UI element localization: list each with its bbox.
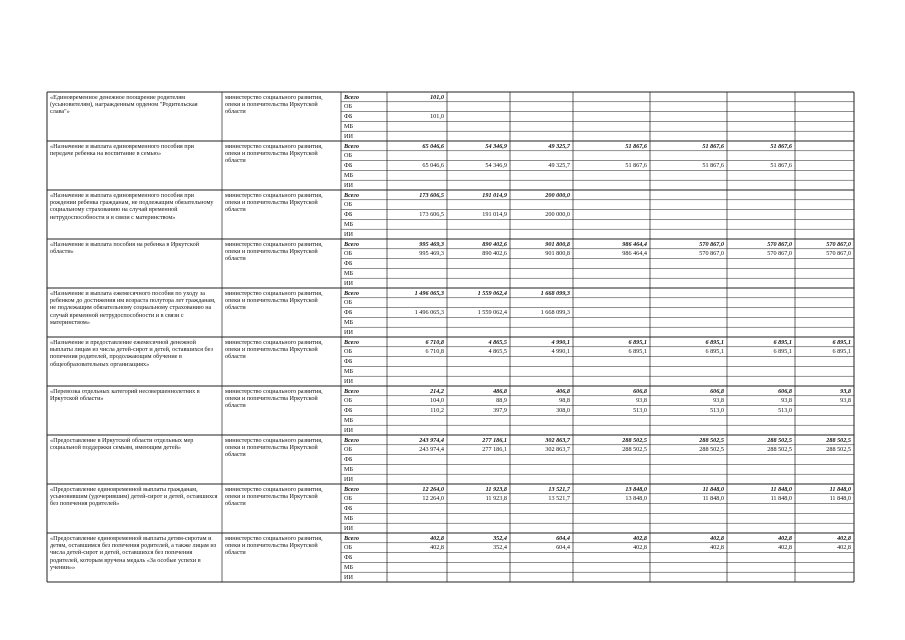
amount-cell: 65 046,6 (422, 142, 444, 150)
funding-source-label: МБ (344, 563, 354, 571)
funding-source-label: ИИ (344, 279, 353, 287)
amount-cell: 1 559 062,4 (477, 309, 507, 317)
amount-cell: 606,8 (710, 387, 724, 395)
program-executor: министерство социального развития, опеки и попечительства Иркутской области (225, 93, 323, 116)
amount-cell: 277 186,1 (482, 436, 507, 444)
funding-source-label: ИИ (344, 524, 353, 532)
amount-cell: 890 402,6 (482, 240, 507, 248)
amount-cell: 402,8 (633, 534, 647, 542)
funding-source-label: ОБ (344, 250, 353, 258)
funding-source-label: ИИ (344, 377, 353, 385)
funding-source-label: МБ (344, 465, 354, 473)
program-executor: министерство социального развития, опеки и попечительства Иркутской области (225, 191, 323, 214)
amount-cell: 11 848,0 (770, 485, 792, 493)
amount-cell: 88,9 (496, 397, 507, 405)
funding-source-label: МБ (344, 367, 354, 375)
funding-source-label: Всего (344, 142, 359, 150)
amount-cell: 93,8 (713, 397, 724, 405)
amount-cell: 11 848,0 (702, 485, 724, 493)
amount-cell: 51 867,6 (770, 162, 792, 170)
funding-source-label: ИИ (344, 132, 353, 140)
amount-cell: 6 710,8 (425, 348, 444, 356)
amount-cell: 49 325,7 (548, 162, 570, 170)
program-name: «Предоставление единовременной выплаты гражданам, усыновившим (удочерившим) детей-сирот и детей, оставшихся без попечения родителей» (50, 485, 218, 508)
budget-table (47, 92, 854, 582)
funding-source-label: ИИ (344, 475, 353, 483)
amount-cell: 604,4 (556, 544, 570, 552)
funding-source-label: ОБ (344, 348, 353, 356)
funding-source-label: Всего (344, 534, 359, 542)
amount-cell: 606,8 (633, 387, 647, 395)
funding-source-label: ФБ (344, 358, 353, 366)
funding-source-label: ОБ (344, 103, 353, 111)
funding-source-label: ФБ (344, 554, 353, 562)
amount-cell: 402,8 (430, 544, 444, 552)
amount-cell: 11 848,0 (702, 495, 724, 503)
amount-cell: 570 867,0 (767, 240, 792, 248)
funding-source-label: ИИ (344, 181, 353, 189)
amount-cell: 6 710,8 (425, 338, 444, 346)
amount-cell: 402,8 (837, 534, 851, 542)
amount-cell: 570 867,0 (699, 240, 724, 248)
funding-source-label: ФБ (344, 309, 353, 317)
funding-source-label: Всего (344, 93, 359, 101)
amount-cell: 51 867,6 (770, 142, 792, 150)
amount-cell: 986 464,4 (622, 240, 647, 248)
program-executor: министерство социального развития, опеки и попечительства Иркутской области (225, 289, 323, 312)
amount-cell: 890 402,6 (482, 250, 507, 258)
amount-cell: 288 502,5 (826, 436, 851, 444)
funding-source-label: ФБ (344, 407, 353, 415)
funding-source-label: ФБ (344, 456, 353, 464)
funding-source-label: МБ (344, 171, 354, 179)
funding-source-label: ФБ (344, 113, 353, 121)
program-name: «Перевозка отдельных категорий несовершеннолетних в Иркутской области» (50, 387, 200, 402)
amount-cell: 402,8 (778, 534, 792, 542)
amount-cell: 200 000,0 (545, 211, 570, 219)
amount-cell: 6 895,1 (773, 338, 792, 346)
amount-cell: 243 974,4 (419, 436, 444, 444)
amount-cell: 352,4 (493, 544, 507, 552)
funding-source-label: МБ (344, 318, 354, 326)
amount-cell: 570 867,0 (767, 250, 792, 258)
amount-cell: 513,0 (778, 407, 792, 415)
program-name: «Предоставление в Иркутской области отдельных мер социальной поддержки семьям, имеющим детей» (50, 436, 194, 451)
funding-source-label: МБ (344, 122, 354, 130)
funding-source-label: МБ (344, 269, 354, 277)
amount-cell: 51 867,6 (625, 142, 647, 150)
funding-source-label: ФБ (344, 211, 353, 219)
amount-cell: 49 325,7 (548, 142, 570, 150)
amount-cell: 402,8 (430, 534, 444, 542)
amount-cell: 901 800,8 (545, 250, 570, 258)
amount-cell: 93,8 (636, 397, 647, 405)
amount-cell: 11 848,0 (770, 495, 792, 503)
amount-cell: 51 867,6 (702, 162, 724, 170)
amount-cell: 288 502,5 (699, 436, 724, 444)
funding-source-label: Всего (344, 485, 359, 493)
amount-cell: 402,8 (633, 544, 647, 552)
amount-cell: 13 521,7 (548, 495, 570, 503)
amount-cell: 191 014,9 (482, 211, 507, 219)
amount-cell: 12 264,0 (422, 485, 444, 493)
amount-cell: 191 014,9 (482, 191, 507, 199)
amount-cell: 1 668 099,3 (540, 289, 570, 297)
amount-cell: 402,8 (710, 534, 724, 542)
funding-source-label: Всего (344, 240, 359, 248)
amount-cell: 406,8 (556, 387, 570, 395)
program-executor: министерство социального развития, опеки и попечительства Иркутской области (225, 436, 323, 459)
amount-cell: 1 668 099,3 (540, 309, 570, 317)
program-executor: министерство социального развития, опеки и попечительства Иркутской области (225, 485, 323, 508)
amount-cell: 104,0 (430, 397, 444, 405)
amount-cell: 13 848,0 (625, 495, 647, 503)
amount-cell: 995 469,3 (419, 250, 444, 258)
funding-source-label: МБ (344, 514, 354, 522)
amount-cell: 6 895,1 (628, 338, 647, 346)
amount-cell: 200 000,0 (545, 191, 570, 199)
amount-cell: 288 502,5 (699, 446, 724, 454)
amount-cell: 54 346,9 (485, 142, 507, 150)
amount-cell: 288 502,5 (767, 436, 792, 444)
amount-cell: 1 496 065,3 (414, 309, 444, 317)
amount-cell: 402,8 (710, 544, 724, 552)
amount-cell: 51 867,6 (625, 162, 647, 170)
amount-cell: 6 895,1 (832, 348, 851, 356)
amount-cell: 986 464,4 (622, 250, 647, 258)
funding-source-label: МБ (344, 220, 354, 228)
funding-source-label: ИИ (344, 328, 353, 336)
amount-cell: 6 895,1 (773, 348, 792, 356)
amount-cell: 13 521,7 (548, 485, 570, 493)
amount-cell: 173 606,5 (419, 191, 444, 199)
amount-cell: 4 865,5 (488, 348, 507, 356)
funding-source-label: ИИ (344, 230, 353, 238)
amount-cell: 277 186,1 (482, 446, 507, 454)
amount-cell: 93,8 (840, 397, 851, 405)
amount-cell: 4 990,1 (551, 348, 570, 356)
program-name: «Назначение и выплата единовременного пособия при передаче ребенка на воспитание в семью» (50, 142, 194, 157)
amount-cell: 65 046,6 (422, 162, 444, 170)
funding-source-label: ИИ (344, 426, 353, 434)
funding-source-label: ОБ (344, 152, 353, 160)
program-name: «Назначение и выплата ежемесячного пособия по уходу за ребенком до достижения им возраста полутора лет гражданам, не подлежащим обязательному социальному страхованию на случай временной нетрудоспособности и в связи с материнством» (50, 289, 216, 327)
amount-cell: 397,9 (493, 407, 507, 415)
amount-cell: 288 502,5 (622, 436, 647, 444)
amount-cell: 995 469,3 (419, 240, 444, 248)
amount-cell: 11 848,0 (829, 485, 851, 493)
funding-source-label: ОБ (344, 397, 353, 405)
amount-cell: 570 867,0 (826, 250, 851, 258)
amount-cell: 93,8 (781, 397, 792, 405)
funding-source-label: ИИ (344, 573, 353, 581)
amount-cell: 6 895,1 (705, 348, 724, 356)
amount-cell: 1 559 062,4 (477, 289, 507, 297)
funding-source-label: ФБ (344, 162, 353, 170)
funding-source-label: Всего (344, 289, 359, 297)
amount-cell: 513,0 (633, 407, 647, 415)
amount-cell: 6 895,1 (628, 348, 647, 356)
funding-source-label: ОБ (344, 446, 353, 454)
amount-cell: 93,8 (840, 387, 851, 395)
program-executor: министерство социального развития, опеки и попечительства Иркутской области (225, 240, 323, 263)
funding-source-label: ОБ (344, 201, 353, 209)
amount-cell: 570 867,0 (826, 240, 851, 248)
program-name: «Единовременное денежное поощрение родителям (усыновителям), награжденным орденом "Родительская слава"» (50, 93, 198, 116)
amount-cell: 606,8 (778, 387, 792, 395)
funding-source-label: МБ (344, 416, 354, 424)
amount-cell: 11 923,8 (485, 485, 507, 493)
amount-cell: 288 502,5 (767, 446, 792, 454)
program-name: «Назначение и предоставление ежемесячной денежной выплаты лицам из числа детей-сирот и детей, оставшихся без попечения родителей, продолжающим обучение в общеобразовательных организациях» (50, 338, 213, 368)
amount-cell: 1 496 065,3 (414, 289, 444, 297)
amount-cell: 54 346,9 (485, 162, 507, 170)
funding-source-label: ФБ (344, 505, 353, 513)
amount-cell: 402,8 (778, 544, 792, 552)
program-name: «Предоставление единовременной выплаты детям-сиротам и детям, оставшимся без попечения родителей, а также лицам из числа детей-сирот и детей, оставшихся без попечения родителей, которым вручена медаль «За особые успехи в учении»» (50, 534, 217, 572)
amount-cell: 901 800,8 (545, 240, 570, 248)
funding-source-label: Всего (344, 338, 359, 346)
amount-cell: 110,2 (430, 407, 444, 415)
amount-cell: 6 895,1 (832, 338, 851, 346)
funding-source-label: ОБ (344, 544, 353, 552)
amount-cell: 288 502,5 (622, 446, 647, 454)
program-executor: министерство социального развития, опеки и попечительства Иркутской области (225, 142, 323, 165)
amount-cell: 173 606,5 (419, 211, 444, 219)
amount-cell: 98,8 (559, 397, 570, 405)
amount-cell: 513,0 (710, 407, 724, 415)
amount-cell: 604,4 (556, 534, 570, 542)
amount-cell: 12 264,0 (422, 495, 444, 503)
funding-source-label: Всего (344, 191, 359, 199)
amount-cell: 302 863,7 (545, 436, 570, 444)
amount-cell: 11 848,0 (829, 495, 851, 503)
funding-source-label: Всего (344, 387, 359, 395)
amount-cell: 6 895,1 (705, 338, 724, 346)
amount-cell: 4 990,1 (551, 338, 570, 346)
amount-cell: 570 867,0 (699, 250, 724, 258)
amount-cell: 288 502,5 (826, 446, 851, 454)
amount-cell: 486,8 (493, 387, 507, 395)
amount-cell: 4 865,5 (488, 338, 507, 346)
amount-cell: 214,2 (430, 387, 444, 395)
funding-source-label: ОБ (344, 495, 353, 503)
program-executor: министерство социального развития, опеки и попечительства Иркутской области (225, 387, 323, 410)
program-executor: министерство социального развития, опеки и попечительства Иркутской области (225, 338, 323, 361)
amount-cell: 11 923,8 (485, 495, 507, 503)
amount-cell: 352,4 (493, 534, 507, 542)
funding-source-label: Всего (344, 436, 359, 444)
program-name: «Назначение и выплата единовременного пособия при рождении ребенка гражданам, не подлежащим обязательному социальному страхованию на случай временной нетрудоспособности и в связи с материнством» (50, 191, 214, 221)
amount-cell: 402,8 (837, 544, 851, 552)
funding-source-label: ОБ (344, 299, 353, 307)
amount-cell: 13 848,0 (625, 485, 647, 493)
amount-cell: 243 974,4 (419, 446, 444, 454)
funding-source-label: ФБ (344, 260, 353, 268)
amount-cell: 51 867,6 (702, 142, 724, 150)
amount-cell: 101,0 (430, 93, 444, 101)
program-name: «Назначение и выплата пособия на ребенка в Иркутской области» (50, 240, 200, 255)
amount-cell: 302 863,7 (545, 446, 570, 454)
program-executor: министерство социального развития, опеки и попечительства Иркутской области (225, 534, 323, 557)
amount-cell: 101,0 (430, 113, 444, 121)
amount-cell: 308,0 (556, 407, 570, 415)
